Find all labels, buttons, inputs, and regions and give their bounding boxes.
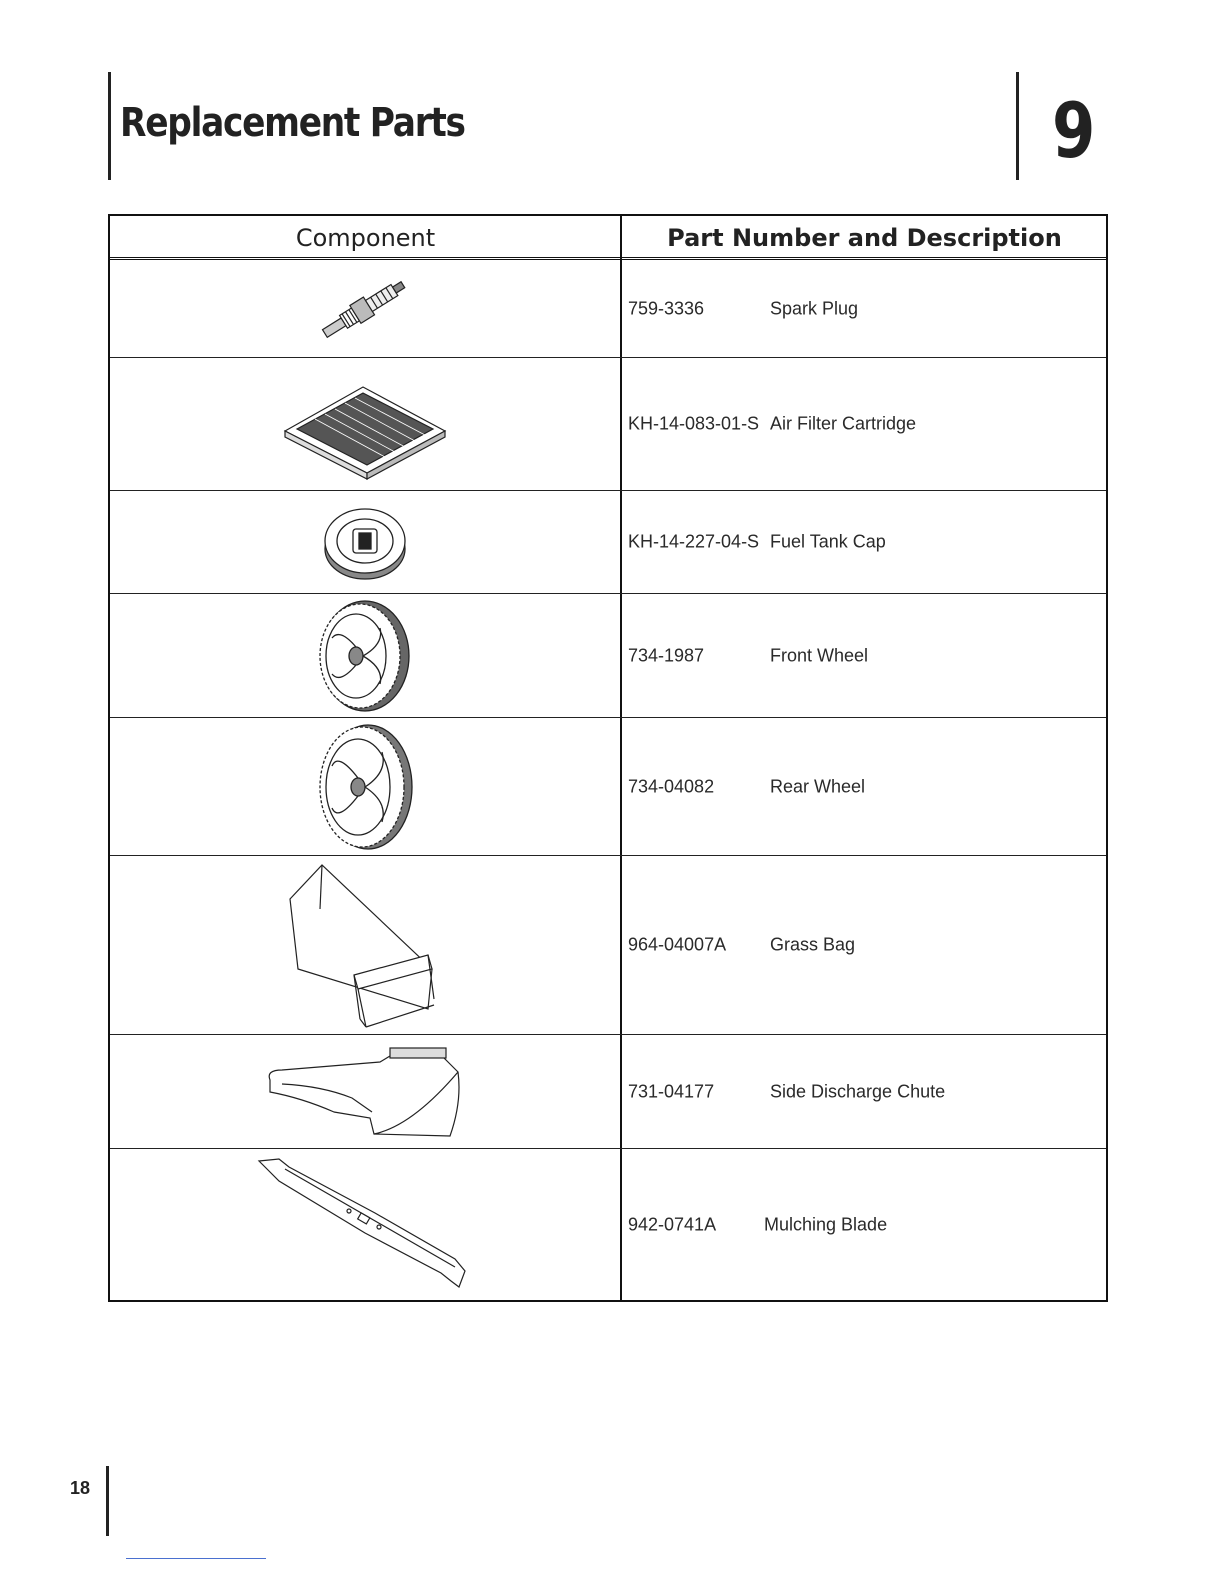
page-number-rule: [106, 1466, 109, 1536]
scan-artifact-line: [126, 1558, 266, 1559]
part-description: Grass Bag: [770, 934, 856, 955]
part-description: Fuel Tank Cap: [770, 531, 886, 552]
part-number: 759-3336: [628, 298, 705, 318]
table-row: [110, 856, 1106, 1035]
component-cell: [110, 718, 620, 855]
part-number: 734-1987: [628, 645, 705, 665]
component-cell: [110, 1035, 620, 1148]
grass-bag-icon: [280, 859, 450, 1031]
title-rule: [108, 72, 111, 180]
chapter-number: 9: [1052, 86, 1096, 175]
table-row: [110, 358, 1106, 491]
part-description: Front Wheel: [770, 645, 869, 665]
page-title: Replacement Parts: [120, 100, 465, 146]
part-number: 964-04007A: [628, 934, 727, 955]
page-number: 18: [70, 1478, 91, 1498]
component-cell: [110, 594, 620, 717]
table-row: [110, 594, 1106, 718]
component-cell: [110, 1149, 620, 1300]
part-description: Air Filter Cartridge: [770, 413, 917, 434]
column-header-part-number: Part Number and Description: [667, 224, 1062, 252]
table-header: [110, 216, 1106, 260]
table-row: [110, 260, 1106, 358]
chapter-rule: [1016, 72, 1019, 180]
spark-plug-icon: [310, 274, 420, 344]
air-filter-icon: [275, 369, 455, 479]
part-number: 734-04082: [628, 776, 715, 796]
part-description: Spark Plug: [770, 298, 859, 318]
parts-table: [108, 214, 1108, 1302]
mulching-blade-icon: [255, 1155, 475, 1295]
component-cell: [110, 260, 620, 357]
component-cell: [110, 358, 620, 490]
rear-wheel-icon: [310, 722, 420, 852]
part-description: Side Discharge Chute: [770, 1081, 946, 1101]
component-cell: [110, 491, 620, 593]
part-number: 731-04177: [628, 1081, 715, 1101]
table-row: [110, 1149, 1106, 1300]
table-row: [110, 1035, 1106, 1149]
part-number: KH-14-227-04-S: [628, 531, 760, 552]
part-number: KH-14-083-01-S: [628, 413, 760, 434]
discharge-chute-icon: [262, 1042, 468, 1142]
table-row: [110, 718, 1106, 856]
fuel-cap-icon: [315, 497, 415, 587]
front-wheel-icon: [310, 598, 420, 714]
part-description: Mulching Blade: [764, 1214, 888, 1234]
table-row: [110, 491, 1106, 594]
column-header-component: Component: [295, 224, 436, 252]
component-cell: [110, 856, 620, 1034]
part-description: Rear Wheel: [770, 776, 866, 796]
part-number: 942-0741A: [628, 1214, 717, 1234]
